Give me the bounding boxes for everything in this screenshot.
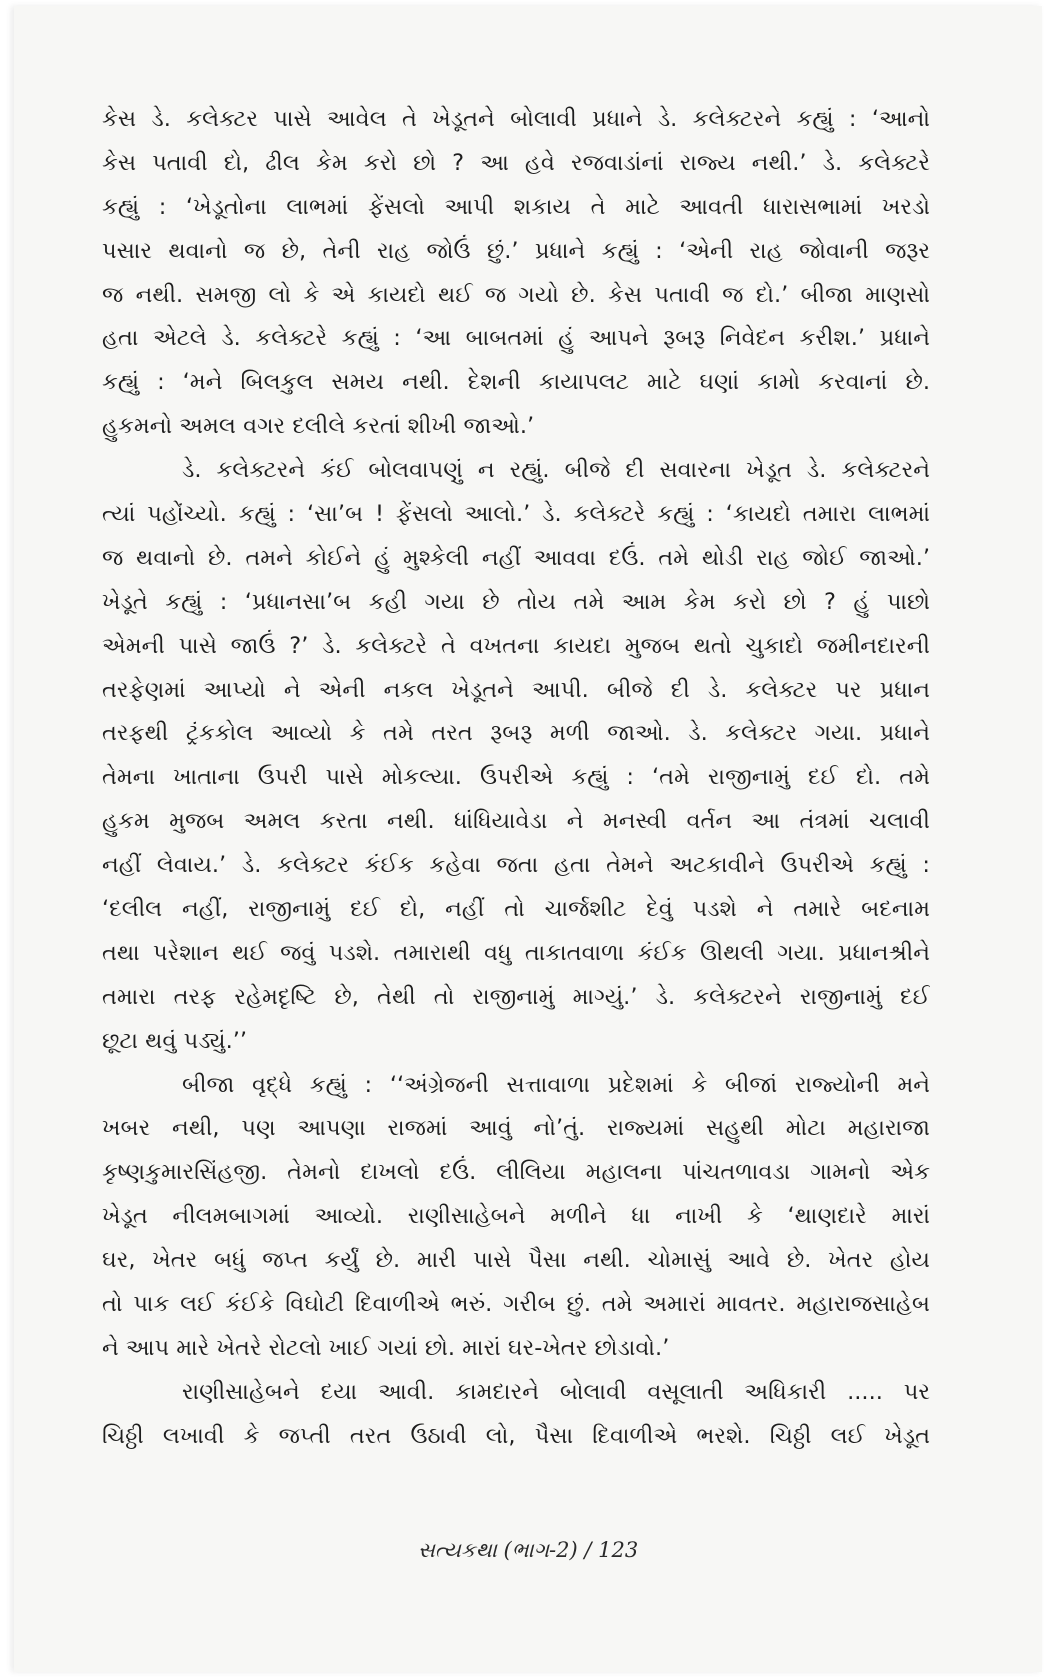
text-line: તથા પરેશાન થઈ જવું પડશે. તમારાથી વધુ તાકાતવાળા કંઈક ઊથલી ગયા. પ્રધાનશ્રીને [102,939,930,966]
text-line: જ થવાનો છે. તમને કોઈને હું મુશ્કેલી નહીં આવવા દઉં. તમે થોડી રાહ જોઈ જાઓ.’ [102,544,930,571]
book-page [14,6,1042,1672]
text-line: પસાર થવાનો જ છે, તેની રાહ જોઉં છું.’ પ્રધાને કહ્યું : ‘એની રાહ જોવાની જરૂર [102,237,930,264]
text-line: કેસ પતાવી દો, ઢીલ કેમ કરો છો ? આ હવે રજવાડાંનાં રાજ્ય નથી.’ ડે. કલેક્ટરે [102,149,930,176]
text-line: ‘દલીલ નહીં, રાજીનામું દઈ દો, નહીં તો ચાર્જશીટ દેવું પડશે ને તમારે બદનામ [102,896,930,923]
body-text [102,98,930,1459]
text-line: જ નથી. સમજી લો કે એ કાયદો થઈ જ ગયો છે. કેસ પતાવી જ દો.’ બીજા માણસો [102,281,930,308]
paragraph [102,449,930,1063]
text-line: કહ્યું : ‘મને બિલકુલ સમય નથી. દેશની કાયાપલટ માટે ઘણાં કામો કરવાનાં છે. [102,369,930,396]
text-line: ખબર નથી, પણ આપણા રાજમાં આવું નો’તું. રાજ્યમાં સહુથી મોટા મહારાજા [102,1115,930,1142]
text-line: નહીં લેવાય.’ ડે. કલેક્ટર કંઈક કહેવા જતા હતા તેમને અટકાવીને ઉપરીએ કહ્યું : [102,852,930,879]
text-line: તેમના ખાતાના ઉપરી પાસે મોકલ્યા. ઉપરીએ કહ્યું : ‘તમે રાજીનામું દઈ દો. તમે [102,764,930,791]
text-line: ત્યાં પહોંચ્યો. કહ્યું : ‘સા’બ ! ફેંસલો આલો.’ ડે. કલેક્ટરે કહ્યું : ‘કાયદો તમારા લાભમાં [102,501,930,528]
page-footer: સત્યકથા (ભાગ-2) / 123 [417,1538,639,1562]
text-line: કહ્યું : ‘ખેડૂતોના લાભમાં ફેંસલો આપી શકાય તે માટે આવતી ધારાસભામાં ખરડો [102,193,930,220]
text-line: રાણીસાહેબને દયા આવી. કામદારને બોલાવી વસૂલાતી અધિકારી ..... પર [182,1378,930,1405]
text-line: હુકમ મુજબ અમલ કરતા નથી. ધાંધિયાવેડા ને મનસ્વી વર્તન આ તંત્રમાં ચલાવી [102,808,930,835]
paragraph [102,1064,930,1371]
text-line: હતા એટલે ડે. કલેક્ટરે કહ્યું : ‘આ બાબતમાં હું આપને રૂબરૂ નિવેદન કરીશ.’ પ્રધાને [102,325,930,352]
text-line: ઘર, ખેતર બધું જપ્ત કર્યું છે. મારી પાસે પૈસા નથી. ચોમાસું આવે છે. ખેતર હોય [102,1247,930,1274]
text-line: ખેડૂત નીલમબાગમાં આવ્યો. રાણીસાહેબને મળીને ધા નાખી કે ‘થાણદારે મારાં [102,1203,930,1230]
text-line: છૂટા થવું પડ્યું.’’ [102,1027,248,1054]
paragraph [102,1371,930,1459]
text-line: બીજા વૃદ્ધે કહ્યું : ‘‘અંગ્રેજની સત્તાવાળા પ્રદેશમાં કે બીજાં રાજ્યોની મને [182,1071,930,1098]
text-line: કૃષ્ણકુમારસિંહજી. તેમનો દાખલો દઉં. લીલિયા મહાલના પાંચતળાવડા ગામનો એક [102,1159,930,1186]
text-line: એમની પાસે જાઉં ?’ ડે. કલેક્ટરે તે વખતના કાયદા મુજબ થતો ચુકાદો જમીનદારની [102,632,930,659]
text-line: તમારા તરફ રહેમદૃષ્ટિ છે, તેથી તો રાજીનામું માગ્યું.’ ડે. કલેક્ટરને રાજીનામું દઈ [102,983,930,1010]
text-line: ડે. કલેક્ટરને કંઈ બોલવાપણું ન રહ્યું. બીજે દી સવારના ખેડૂત ડે. કલેક્ટરને [182,457,930,484]
text-line: ખેડૂતે કહ્યું : ‘પ્રધાનસા’બ કહી ગયા છે તોય તમે આમ કેમ કરો છો ? હું પાછો [102,588,930,615]
text-line: તો પાક લઈ કંઈકે વિઘોટી દિવાળીએ ભરું. ગરીબ છું. તમે અમારાં માવતર. મહારાજસાહેબ [102,1291,930,1318]
text-line: કેસ ડે. કલેક્ટર પાસે આવેલ તે ખેડૂતને બોલાવી પ્રધાને ડે. કલેક્ટરને કહ્યું : ‘આનો [102,106,930,132]
paragraph [102,98,930,449]
text-line: હુકમનો અમલ વગર દલીલે કરતાં શીખી જાઓ.’ [102,413,535,440]
text-line: ચિઠ્ઠી લખાવી કે જપ્તી તરત ઉઠાવી લો, પૈસા દિવાળીએ ભરશે. ચિઠ્ઠી લઈ ખેડૂત [102,1422,930,1449]
text-line: તરફેણમાં આપ્યો ને એની નકલ ખેડૂતને આપી. બીજે દી ડે. કલેક્ટર પર પ્રધાન [102,676,930,703]
text-line: ને આપ મારે ખેતરે રોટલો ખાઈ ગયાં છો. મારાં ઘર-ખેતર છોડાવો.’ [102,1334,670,1361]
text-line: તરફથી ટ્રંકકોલ આવ્યો કે તમે તરત રૂબરૂ મળી જાઓ. ડે. કલેક્ટર ગયા. પ્રધાને [102,720,930,747]
